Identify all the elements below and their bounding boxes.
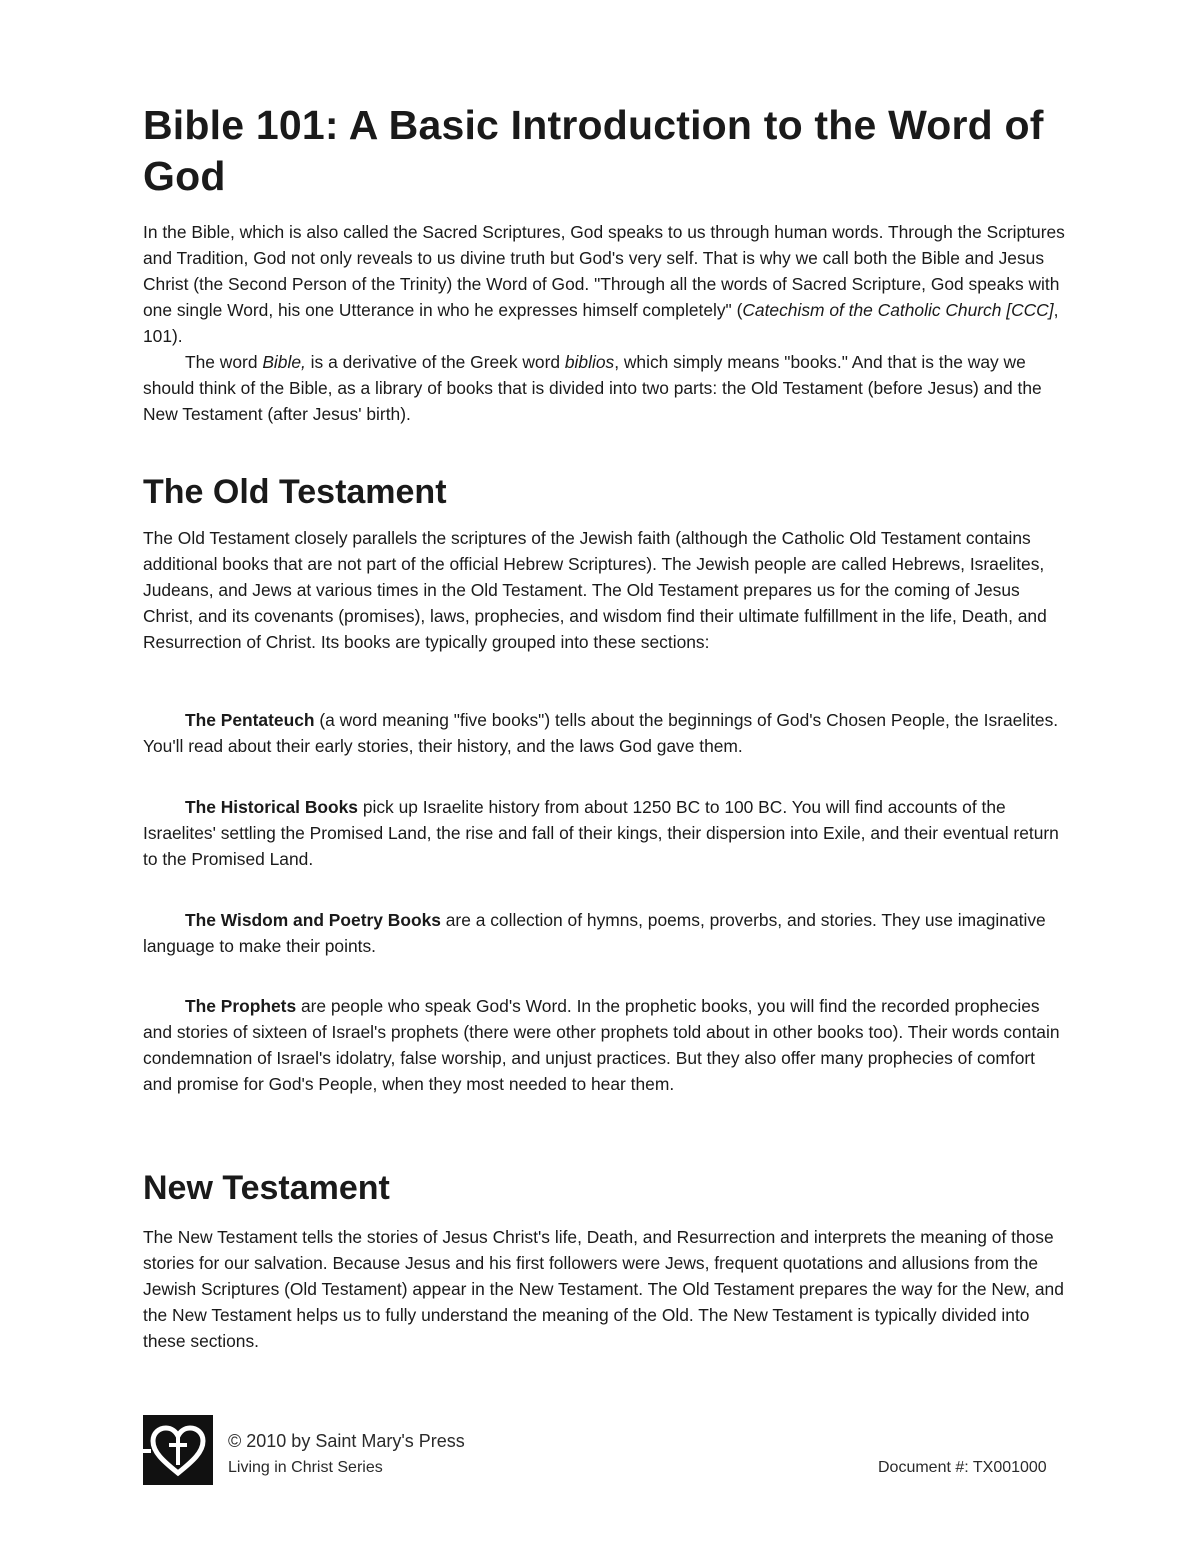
prophets-text: are people who speak God's Word. In the prophetic books, you will find the recorded prophecies and stories of sixteen of Israel's prophets (there were other prophets told about in other books too). Their words contain condemnation of Israel's idolatry, false worship, and unjust practices. But they also offer many prophecies of comfort and promise for God's People, when they most needed to hear them.: [143, 996, 1060, 1094]
page-title: Bible 101: A Basic Introduction to the Word of God: [143, 102, 1044, 199]
historical-books-paragraph: [143, 794, 1068, 872]
pentateuch-paragraph: [143, 707, 1068, 759]
ccc-citation: Catechism of the Catholic Church [CCC]: [742, 300, 1054, 320]
intro-p1-text-2: , 101).: [143, 300, 1059, 346]
heart-logo-graphic: [143, 1415, 213, 1485]
pentateuch-text: (a word meaning "five books") tells about the beginnings of God's Chosen People, the Israelites. You'll read about their early stories, their history, and the laws God gave them.: [143, 710, 1059, 756]
wisdom-books-paragraph: [143, 907, 1068, 959]
document-number: Document #: TX001000: [878, 1459, 1047, 1476]
old-testament-heading: The Old Testament: [143, 473, 447, 511]
intro-p1-text-1: In the Bible, which is also called the Sacred Scriptures, God speaks to us through human words. Through the Scriptures and Tradition, God not only reveals to us divine truth but God's very self. That is why we call both the Bible and Jesus Christ (the Second Person of the Trinity) the Word of God. "Through all the words of Sacred Scripture, God speaks with one single Word, his one Utterance in who he expresses himself completely" (: [143, 222, 1065, 320]
series-name: Living in Christ Series: [228, 1459, 383, 1476]
wisdom-books-text: are a collection of hymns, poems, proverbs, and stories. They use imaginative language to make their points.: [143, 910, 1046, 956]
saint-marys-press-logo-icon: [143, 1415, 213, 1485]
wisdom-books-term: The Wisdom and Poetry Books: [185, 910, 441, 930]
old-testament-intro: The Old Testament closely parallels the scriptures of the Jewish faith (although the Catholic Old Testament contains additional books that are not part of the official Hebrew Scriptures). The Jewish people are called Hebrews, Israelites, Judeans, and Jews at various times in the Old Testament. The Old Testament prepares us for the coming of Jesus Christ, and its covenants (promises), laws, prophecies, and wisdom find their ultimate fulfillment in the life, Death, and Resurrection of Christ. Its books are typically grouped into these sections:: [143, 528, 1047, 652]
intro-p2-text-2: is a derivative of the Greek word: [305, 352, 565, 372]
term-bible: Bible,: [262, 352, 306, 372]
new-testament-heading: New Testament: [143, 1169, 390, 1207]
historical-books-term: The Historical Books: [185, 797, 358, 817]
historical-books-text: pick up Israelite history from about 1250 BC to 100 BC. You will find accounts of the Israelites' settling the Promised Land, the rise and fall of their kings, their dispersion into Exile, and their eventual return to the Promised Land.: [143, 797, 1059, 869]
prophets-term: The Prophets: [185, 996, 297, 1016]
term-biblios: biblios: [564, 352, 615, 372]
copyright-notice: © 2010 by Saint Mary's Press: [228, 1431, 465, 1451]
new-testament-intro: The New Testament tells the stories of Jesus Christ's life, Death, and Resurrection and interprets the meaning of those stories for our salvation. Because Jesus and his first followers were Jews, frequent quotations and allusions from the Jewish Scriptures (Old Testament) appear in the New Testament. The Old Testament prepares the way for the New, and the New Testament helps us to fully understand the meaning of the Old. The New Testament is typically divided into these sections.: [143, 1227, 1064, 1351]
pentateuch-term: The Pentateuch: [185, 710, 315, 730]
prophets-paragraph: [143, 993, 1068, 1097]
intro-p2-text-3: , which simply means "books." And that is the way we should think of the Bible, as a library of books that is divided into two parts: the Old Testament (before Jesus) and the New Testament (after Jesus' birth).: [143, 352, 1042, 424]
intro-p2-text-1: The word: [185, 352, 263, 372]
intro-paragraph-2: [143, 349, 1068, 427]
intro-paragraph-1: [143, 219, 1068, 349]
